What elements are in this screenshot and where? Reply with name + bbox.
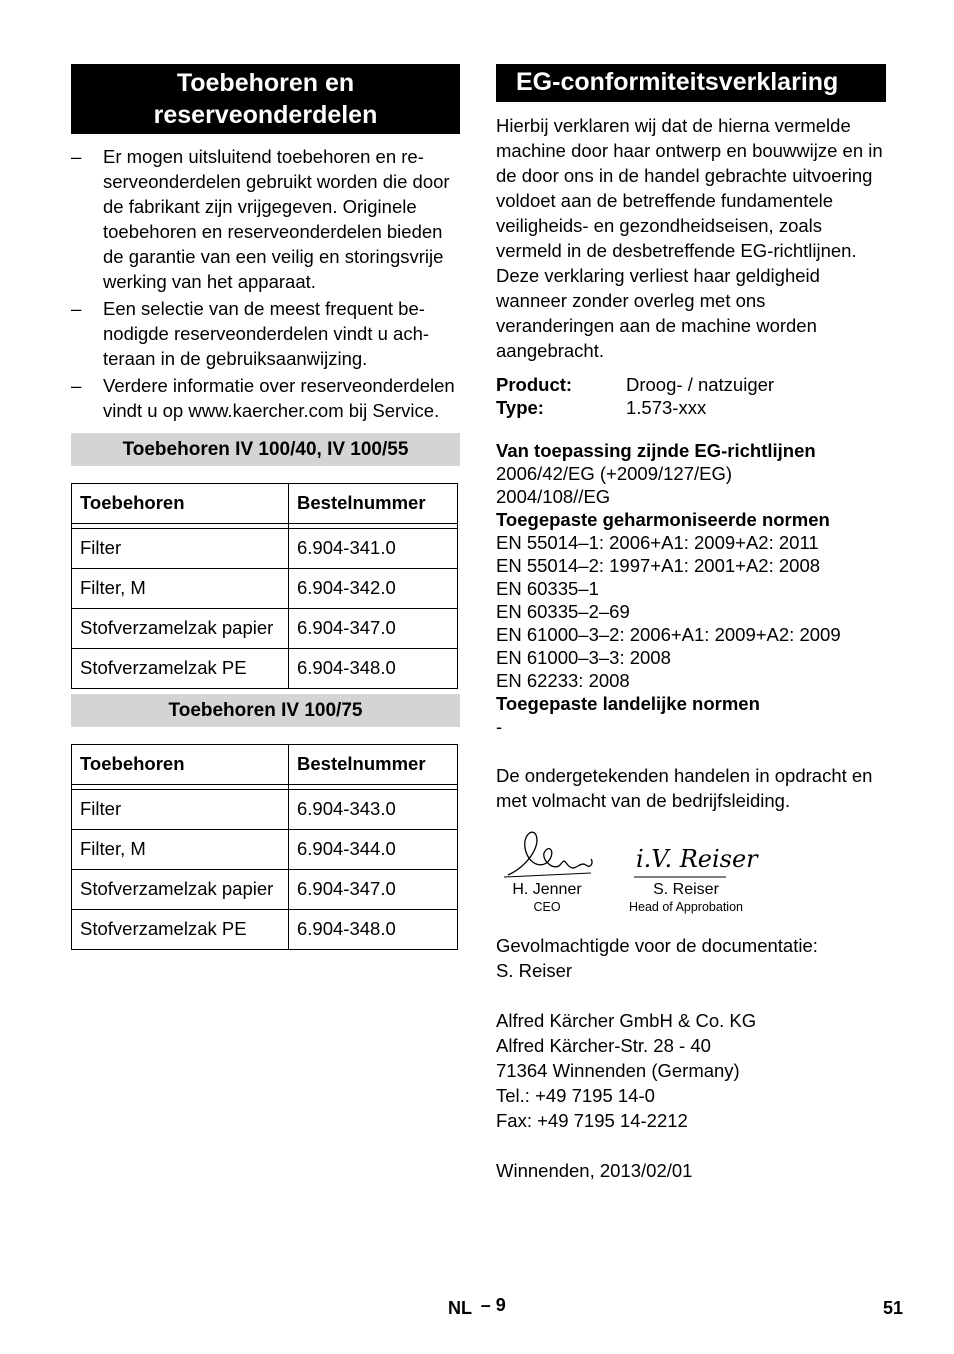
bullet-dash: –: [71, 298, 82, 319]
signatures: [496, 827, 886, 919]
product-row: [496, 373, 886, 396]
list-item-text: Er mogen uitsluitend toebehoren en reserveonderdelen gebruikt worden die door de fabrikant zijn vrijgegeven. Originele toebehoren en reserveonderdelen bieden de garantie van een veilig en storingsvrije werking van het apparaat.: [103, 146, 450, 292]
doc-rep-name: S. Reiser: [496, 960, 573, 981]
doc-rep-label: Gevolmachtigde voor de documentatie:: [496, 935, 818, 956]
table-row: [72, 870, 458, 910]
documentation-representative: [496, 933, 886, 983]
table-cell: Stofverzamelzak papier: [72, 870, 289, 910]
column-header: Bestelnummer: [289, 745, 458, 785]
standard-item: EN 60335–1: [496, 578, 599, 599]
harmonised-heading: Toegepaste geharmoniseerde normen: [496, 509, 830, 530]
national-heading: Toegepaste landelijke normen: [496, 693, 760, 714]
directives-heading: Van toepassing zijnde EG-richtlijnen: [496, 440, 816, 461]
list-item: [71, 373, 460, 423]
type-value: 1.573-xxx: [626, 397, 707, 418]
list-item-text: Een selectie van de meest frequent benodigde reserveonderdelen vindt u achteraan in de gebruiksaanwijzing.: [103, 298, 430, 369]
table-cell: 6.904-341.0: [289, 529, 458, 569]
list-item: [71, 144, 460, 294]
signature-jenner-image: [508, 832, 592, 875]
left-column: [71, 64, 460, 950]
table-cell: 6.904-348.0: [289, 649, 458, 689]
signer-name: H. Jenner: [512, 881, 582, 898]
signatories-text: De ondergetekenden handelen in opdracht en met volmacht van de bedrijfsleiding.: [496, 765, 873, 811]
column-header: Toebehoren: [72, 484, 289, 524]
page-number: 51: [883, 1298, 904, 1318]
table-header-row: [72, 484, 458, 524]
signer-role: Head of Approbation: [629, 900, 743, 914]
standard-item: EN 55014–1: 2006+A1: 2009+A2: 2011: [496, 532, 819, 553]
signer-role: CEO: [533, 900, 561, 914]
standard-item: EN 60335–2–69: [496, 601, 630, 622]
table-cell: 6.904-348.0: [289, 910, 458, 950]
table-cell: Filter, M: [72, 569, 289, 609]
address-line: Alfred Kärcher-Str. 28 - 40: [496, 1035, 711, 1056]
right-column: [496, 64, 886, 1183]
signature-reiser: [620, 881, 752, 915]
table-cell: Stofverzamelzak papier: [72, 609, 289, 649]
signer-name: S. Reiser: [653, 881, 719, 898]
address-line: 71364 Winnenden (Germany): [496, 1060, 740, 1081]
list-item: [71, 296, 460, 371]
table2-title: Toebehoren IV 100/75: [71, 694, 460, 727]
type-row: [496, 396, 886, 419]
standard-item: EN 61000–3–3: 2008: [496, 647, 671, 668]
product-spec: [496, 373, 886, 419]
directive-item: 2006/42/EG (+2009/127/EG): [496, 463, 733, 484]
column-header: Bestelnummer: [289, 484, 458, 524]
table-cell: 6.904-343.0: [289, 790, 458, 830]
national-value: -: [496, 716, 503, 737]
table-row: [72, 910, 458, 950]
table-row: [72, 569, 458, 609]
section-title-accessories: Toebehoren en reserveonderdelen: [71, 64, 460, 134]
list-item-text: Verdere informatie over reserveonderdelen vindt u op www.kaercher.com bij Service.: [103, 375, 455, 421]
standards-block: [496, 439, 886, 738]
bullet-dash: –: [71, 146, 82, 167]
table-cell: Stofverzamelzak PE: [72, 649, 289, 689]
table-cell: 6.904-342.0: [289, 569, 458, 609]
standard-item: EN 55014–2: 1997+A1: 2001+A2: 2008: [496, 555, 821, 576]
place-date: Winnenden, 2013/02/01: [496, 1160, 693, 1181]
type-label: Type:: [496, 397, 544, 418]
table-row: [72, 529, 458, 569]
directive-item: 2004/108//EG: [496, 486, 611, 507]
table-cell: 6.904-347.0: [289, 609, 458, 649]
product-label: Product:: [496, 374, 573, 395]
table-row: [72, 830, 458, 870]
accessories-table-2: [71, 744, 458, 950]
accessories-bullet-list: [71, 144, 460, 423]
footer-language: [448, 1295, 506, 1319]
table-row: [72, 649, 458, 689]
company-address: [496, 1008, 886, 1133]
table1-title: Toebehoren IV 100/40, IV 100/55: [71, 433, 460, 466]
table-row: [72, 790, 458, 830]
column-header: Toebehoren: [72, 745, 289, 785]
table-header-row: [72, 745, 458, 785]
signature-jenner: [502, 881, 592, 915]
signature-reiser-image: i.V. Reiser: [636, 845, 758, 873]
table-row: [72, 609, 458, 649]
section-page: – 9: [480, 1295, 506, 1315]
conformity-intro: Hierbij verklaren wij dat de hierna vermelde machine door haar ontwerp en bouwwijze en in de door ons in de handel gebrachte uitvoering voldoet aan de betreffende fundamentele veiligheids- en gezondheidseisen, zoals vermeld in de desbetreffende EG-richtlijnen. Deze verklaring verliest haar geldigheid wanneer zonder overleg met ons veranderingen aan de machine worden aangebracht.: [496, 115, 883, 361]
signature-graphics: [496, 827, 758, 887]
product-value: Droog- / natzuiger: [626, 374, 775, 395]
standard-item: EN 62233: 2008: [496, 670, 630, 691]
table-cell: Stofverzamelzak PE: [72, 910, 289, 950]
address-line: Alfred Kärcher GmbH & Co. KG: [496, 1010, 757, 1031]
table-cell: Filter: [72, 529, 289, 569]
signature-line: [504, 873, 591, 877]
standard-item: EN 61000–3–2: 2006+A1: 2009+A2: 2009: [496, 624, 841, 645]
table-cell: Filter, M: [72, 830, 289, 870]
address-line: Tel.: +49 7195 14-0: [496, 1085, 655, 1106]
table-cell: Filter: [72, 790, 289, 830]
table-cell: 6.904-344.0: [289, 830, 458, 870]
address-line: Fax: +49 7195 14-2212: [496, 1110, 688, 1131]
language-code: NL: [448, 1298, 472, 1318]
accessories-table-1: [71, 483, 458, 689]
section-title-conformity: EG-conformiteitsverklaring: [496, 64, 886, 102]
bullet-dash: –: [71, 375, 82, 396]
table-cell: 6.904-347.0: [289, 870, 458, 910]
